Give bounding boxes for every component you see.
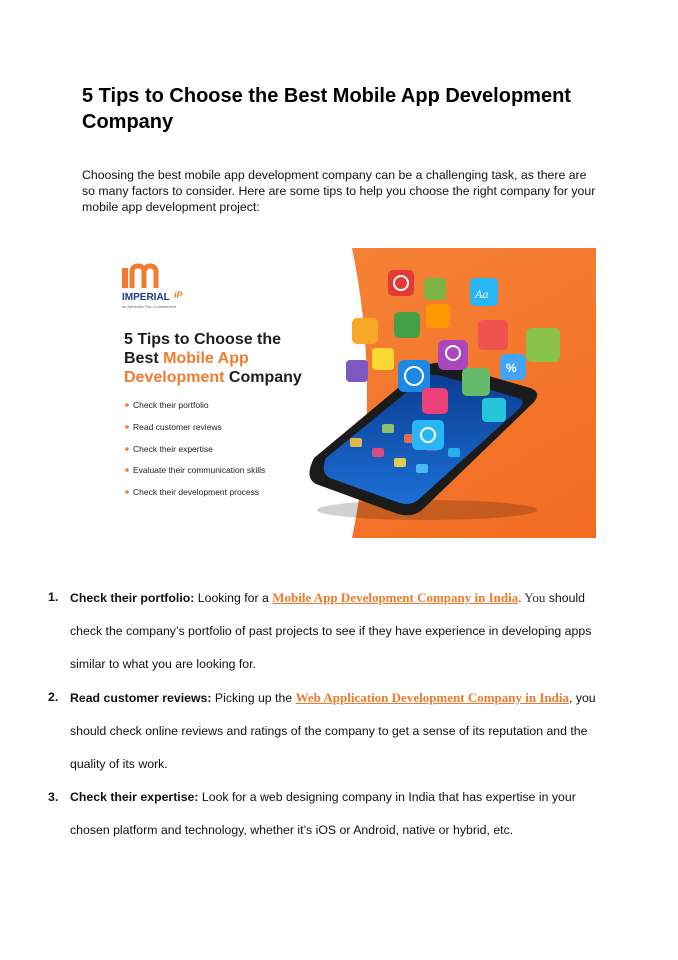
tips-list (48, 581, 608, 847)
tip-text: Picking up the (211, 691, 296, 705)
tip-text: Look for a web designing company in India that has expertise in your chosen platform and technology, whether it’s iOS or Android, native or hybrid, etc. (70, 790, 576, 837)
svg-text:Aa: Aa (475, 287, 489, 301)
page-title: 5 Tips to Choose the Best Mobile App Development Company (82, 85, 571, 133)
banner-bullet: Check their portfolio (133, 400, 209, 410)
list-item (48, 681, 608, 781)
list-item (48, 781, 608, 847)
tip-heading: Check their expertise: (70, 790, 199, 804)
banner-image (82, 248, 596, 538)
tip-text: should check the company’s portfolio of past projects to see if they have experience in developing apps similar to what you are looking for. (70, 591, 592, 671)
web-app-company-link[interactable]: Web Application Development Company in India (295, 690, 569, 705)
banner-bullet: Check their development process (133, 487, 260, 497)
tip-heading: Check their portfolio: (70, 591, 195, 605)
list-item (48, 581, 608, 681)
banner-bullet: Read customer reviews (133, 422, 222, 432)
tip-number: 1. (48, 590, 59, 604)
tip-text: Looking for a (194, 591, 273, 605)
intro-paragraph: Choosing the best mobile app development company can be a challenging task, as there are so many factors to consider. Here are some tips to help you choose the right company for your mobile app development project: (82, 168, 596, 214)
banner-heading-line2: Best Mobile App (124, 350, 249, 367)
tip-text: . You (518, 590, 546, 605)
logo-tagline: an Advertise Run Commitment (122, 304, 177, 309)
banner-bullet: Evaluate their communication skills (133, 465, 266, 475)
banner-heading-line3: Development Company (124, 369, 302, 386)
logo-suffix: iP (174, 290, 183, 300)
banner-heading-line1: 5 Tips to Choose the (124, 331, 282, 348)
banner-bullet: Check their expertise (133, 444, 213, 454)
banner-graphic (82, 248, 596, 538)
mobile-app-company-link[interactable]: Mobile App Development Company in India (272, 590, 519, 605)
tip-heading: Read customer reviews: (70, 691, 212, 705)
tip-number: 2. (48, 690, 59, 704)
tip-text: , (568, 691, 573, 705)
svg-text:%: % (506, 361, 517, 375)
tip-number: 3. (48, 790, 59, 804)
logo-text: IMPERIAL (122, 292, 170, 303)
tip-text: you should check online reviews and ratings of the company to get a sense of its reputation and the quality of its work. (70, 691, 596, 771)
